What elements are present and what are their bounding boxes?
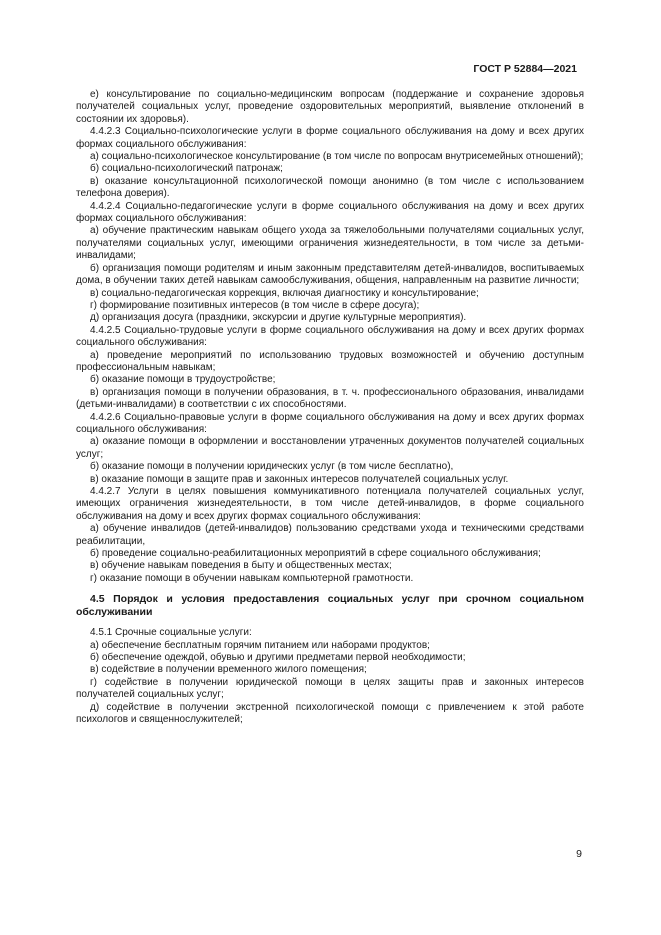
- paragraph: в) социально-педагогическая коррекция, включая диагностику и консультирование;: [90, 287, 479, 299]
- paragraph: а) оказание помощи в оформлении и восстановлении утраченных документов получателей социальных услуг;: [76, 436, 584, 460]
- paragraph: в) содействие в получении временного жилого помещения;: [90, 664, 367, 676]
- paragraph: 4.4.2.7 Услуги в целях повышения коммуникативного потенциала получателей социальных услуг, имеющих ограничения жизнедеятельности, в том числе детей-инвалидов, в форме социального обслуживания на дому и всех других формах социального обслуживания:: [76, 486, 584, 522]
- paragraph: 4.5.1 Срочные социальные услуги:: [90, 627, 252, 639]
- paragraph: в) оказание помощи в защите прав и законных интересов получателей социальных услуг.: [90, 473, 509, 485]
- page-body: [76, 89, 584, 727]
- section-heading: 4.5 Порядок и условия предоставления социальных услуг при срочном социальном обслуживании: [76, 593, 584, 619]
- paragraph: а) обучение инвалидов (детей-инвалидов) пользованию средствами ухода и техническими средствами реабилитации,: [76, 523, 584, 547]
- paragraph: б) обеспечение одеждой, обувью и другими предметами первой необходимости;: [90, 652, 466, 664]
- paragraph: г) оказание помощи в обучении навыкам компьютерной грамотности.: [90, 572, 414, 584]
- paragraph: г) содействие в получении юридической помощи в целях защиты прав и законных интересов получателей социальных услуг;: [76, 676, 584, 701]
- paragraph: в) обучение навыкам поведения в быту и общественных местах;: [90, 560, 392, 572]
- paragraph: е) консультирование по социально-медицинским вопросам (поддержание и сохранение здоровья получателей социальных услуг, проведение оздоровительных мероприятий, выявление отклонений в состоянии их здоровья).: [76, 89, 584, 125]
- paragraph: 4.4.2.3 Социально-психологические услуги в форме социального обслуживания на дому и всех других формах социального обслуживания:: [76, 126, 584, 150]
- paragraph: д) организация досуга (праздники, экскурсии и другие культурные мероприятия).: [90, 312, 467, 324]
- page-number: 9: [576, 848, 582, 860]
- paragraph: б) социально-психологический патронаж;: [90, 163, 283, 175]
- paragraph: 4.4.2.5 Социально-трудовые услуги в форме социального обслуживания на дому и всех других формах социального обслуживания:: [76, 324, 584, 349]
- paragraph: д) содействие в получении экстренной психологической помощи с привлечением к этой работе психологов и священнослужителей;: [76, 701, 584, 726]
- paragraph: б) оказание помощи в получении юридических услуг (в том числе бесплатно),: [90, 461, 454, 473]
- paragraph: б) проведение социально-реабилитационных мероприятий в сфере социального обслуживания;: [90, 548, 541, 560]
- paragraph: б) оказание помощи в трудоустройстве;: [90, 374, 276, 386]
- paragraph: б) организация помощи родителям и иным законным представителям детей-инвалидов, воспитываемых дома, в обучении таких детей навыкам самообслуживания, общения, направленным на развитие личности;: [76, 262, 584, 287]
- paragraph: г) формирование позитивных интересов (в том числе в сфере досуга);: [90, 299, 420, 311]
- paragraph: 4.4.2.4 Социально-педагогические услуги в форме социального обслуживания на дому и всех других формах социального обслуживания:: [76, 200, 584, 225]
- paragraph: 4.4.2.6 Социально-правовые услуги в форме социального обслуживания на дому и всех других формах социального обслуживания:: [76, 411, 584, 435]
- paragraph: а) проведение мероприятий по использованию трудовых возможностей и обучению доступным профессиональным навыкам;: [76, 349, 584, 373]
- paragraph: а) обучение практическим навыкам общего ухода за тяжелобольными получателями социальных услуг, получателями социальных услуг, имеющими ограничения жизнедеятельности, в том числе за детьми-инвалидами;: [76, 225, 584, 262]
- document-standard-number: ГОСТ Р 52884—2021: [473, 63, 577, 75]
- paragraph: в) организация помощи в получении образования, в т. ч. профессионального образования, инвалидами (детьми-инвалидами) в соответствии с их способностями.: [76, 386, 584, 411]
- paragraph: а) обеспечение бесплатным горячим питанием или наборами продуктов;: [90, 639, 430, 651]
- paragraph: в) оказание консультационной психологической помощи анонимно (в том числе с использованием телефона доверия).: [76, 175, 584, 200]
- paragraph: а) социально-психологическое консультирование (в том числе по вопросам внутрисемейных отношений);: [90, 151, 584, 163]
